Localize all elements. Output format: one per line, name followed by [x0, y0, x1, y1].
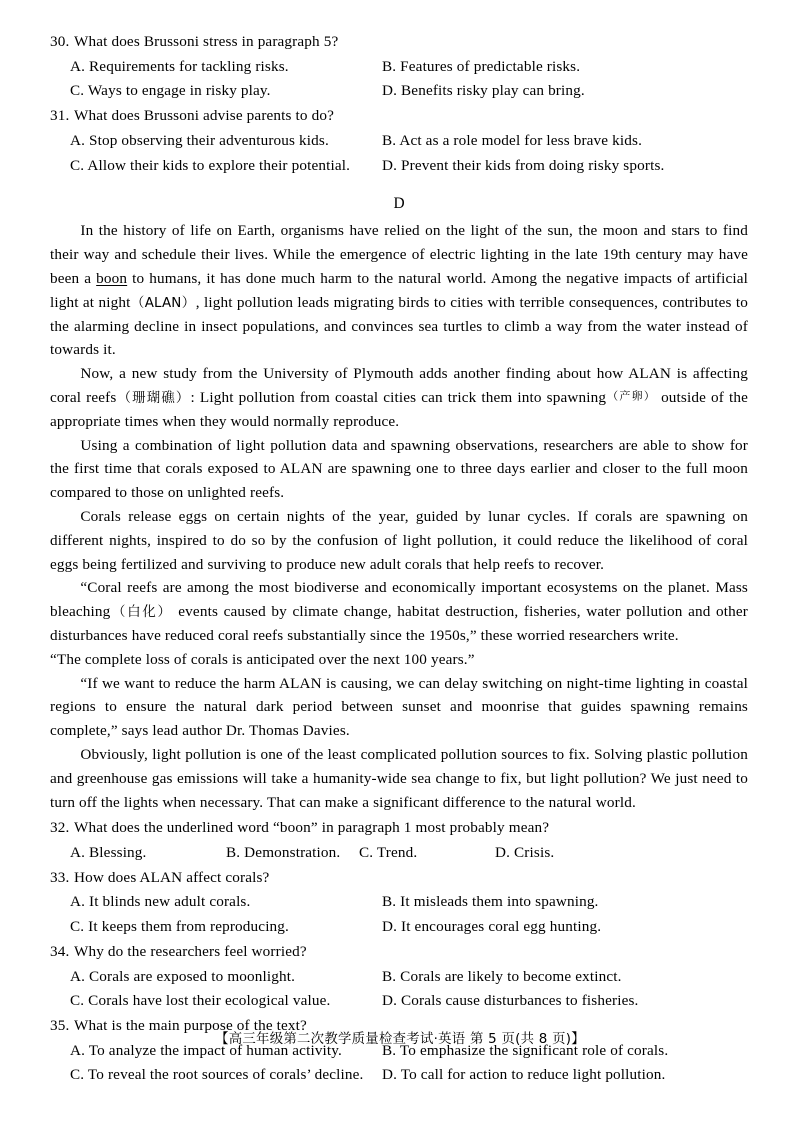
question-35-options-row-2 [50, 1063, 748, 1087]
question-stem-33 [50, 866, 748, 890]
passage-p2-gloss-coral-reef: （珊瑚礁） [116, 390, 191, 406]
option-30-c[interactable]: C. Ways to engage in risky play. [70, 82, 271, 100]
option-35-d[interactable]: D. To call for action to reduce light pollution. [382, 1066, 666, 1084]
section-letter: D [393, 195, 405, 213]
option-31-a[interactable]: A. Stop observing their adventurous kids. [70, 131, 329, 149]
question-34-options-row-1 [50, 965, 748, 989]
question-stem-34 [50, 940, 748, 964]
page-footer: 【高三年级第二次教学质量检查考试·英语 第 5 页(共 8 页)】 [215, 1032, 585, 1047]
option-30-d[interactable]: D. Benefits risky play can bring. [382, 82, 585, 100]
questions-top-block [50, 30, 748, 177]
passage-p4-text: Corals release eggs on certain nights of the year, guided by lunar cycles. If corals are spawning on different nights, inspired to do so by the confusion of light pollution, it could reduce the likelihood of coral eggs being fertilized and surviving to produce new adult corals that help reefs to recover. [50, 507, 748, 573]
question-30-options-row-2 [50, 79, 748, 103]
option-32-d[interactable]: D. Crisis. [495, 844, 555, 862]
question-number-34: 34. [50, 942, 70, 960]
passage-paragraph-1 [50, 219, 748, 362]
passage-p6-text: “The complete loss of corals is anticipated over the next 100 years.” [50, 650, 475, 668]
option-34-b[interactable]: B. Corals are likely to become extinct. [382, 967, 622, 985]
question-31-options-row-1 [50, 129, 748, 153]
question-34-options-row-2 [50, 989, 748, 1013]
option-31-d[interactable]: D. Prevent their kids from doing risky sports. [382, 156, 665, 174]
option-33-d[interactable]: D. It encourages coral egg hunting. [382, 918, 602, 936]
question-text-35: What is the main purpose of the text? [74, 1016, 307, 1034]
option-32-c[interactable]: C. Trend. [359, 844, 418, 862]
option-30-a[interactable]: A. Requirements for tackling risks. [70, 57, 289, 75]
question-text-34: Why do the researchers feel worried? [74, 942, 307, 960]
passage-p1-text-b: to humans, it has done much harm to the natural world. Among the negative impacts of artificial light at night [50, 269, 748, 311]
underlined-word-boon: boon [96, 269, 128, 287]
question-text-31: What does Brussoni advise parents to do? [74, 107, 334, 125]
option-33-a[interactable]: A. It blinds new adult corals. [70, 893, 251, 911]
reading-passage [50, 219, 748, 814]
question-number-33: 33. [50, 868, 70, 886]
passage-p7-text: “If we want to reduce the harm ALAN is causing, we can delay switching on night-time lighting in coastal regions to ensure the natural dark period between sunset and moonrise that guides spawning remains complete,” says lead author Dr. Thomas Davies. [50, 674, 748, 740]
question-number-30: 30. [50, 33, 70, 50]
option-33-c[interactable]: C. It keeps them from reproducing. [70, 918, 290, 936]
option-35-b[interactable]: B. To emphasize the significant role of corals. [382, 1041, 669, 1059]
passage-p1-alan: （ALAN） [130, 295, 196, 311]
question-stem-32 [50, 816, 748, 840]
passage-paragraph-2 [50, 362, 748, 434]
option-34-c[interactable]: C. Corals have lost their ecological value. [70, 992, 331, 1010]
passage-p5-text-a: “Coral reefs are among the most biodiverse and economically important ecosystems on the planet. Mass bleaching [50, 579, 748, 621]
option-31-b[interactable]: B. Act as a role model for less brave kids. [382, 131, 643, 149]
question-text-32: What does the underlined word “boon” in paragraph 1 most probably mean? [74, 819, 550, 837]
passage-p2-text-a: Now, a new study from the University of Plymouth adds another finding about how ALAN is affecting coral reefs [50, 365, 748, 406]
question-number-35: 35. [50, 1016, 70, 1034]
question-30-options-row-1 [50, 55, 748, 79]
question-number-32: 32. [50, 819, 70, 837]
option-34-d[interactable]: D. Corals cause disturbances to fisheries. [382, 992, 639, 1010]
passage-p3-text: Using a combination of light pollution data and spawning observations, researchers are able to show for the first time that corals exposed to ALAN are spawning one to three days earlier and closer to the full moon compared to those on unlighted reefs. [50, 436, 748, 502]
option-31-c[interactable]: C. Allow their kids to explore their potential. [70, 156, 351, 174]
option-35-a[interactable]: A. To analyze the impact of human activity. [70, 1041, 343, 1059]
question-32-options-row [50, 841, 748, 865]
passage-p8-text: Obviously, light pollution is one of the least complicated pollution sources to fix. Solving plastic pollution and greenhouse gas emissions will take a humanity-wide sea change to fix, but light pollution? We just need to turn off the lights when necessary. That can make a significant difference to the natural world. [50, 745, 748, 811]
option-32-b[interactable]: B. Demonstration. [226, 844, 341, 862]
passage-p2-gloss-spawning: （产卵） [606, 389, 657, 403]
question-text-33: How does ALAN affect corals? [74, 868, 270, 886]
question-31-options-row-2 [50, 154, 748, 178]
option-30-b[interactable]: B. Features of predictable risks. [382, 57, 581, 75]
passage-p1-text-c: , light pollution leads migrating birds to cities with terrible consequences, contributes to the alarming decline in insect populations, and convinces sea turtles to climb a way from the water instead of towards it. [50, 293, 748, 359]
question-number-31: 31. [50, 107, 70, 125]
option-33-b[interactable]: B. It misleads them into spawning. [382, 893, 599, 911]
passage-paragraph-5 [50, 576, 748, 648]
passage-paragraph-7 [50, 672, 748, 743]
passage-p2-text-b: : Light pollution from coastal cities can trick them into spawning [190, 388, 607, 406]
passage-p1-text-a: In the history of life on Earth, organisms have relied on the light of the sun, the moon and stars to find their way and schedule their lives. While the emergence of electric lighting in the late 19th century may have been a [50, 222, 748, 287]
passage-paragraph-3 [50, 434, 748, 505]
passage-p5-text-b: events caused by climate change, habitat destruction, fisheries, water pollution and other disturbances have reduced coral reefs substantially since the 1950s,” these worried researchers write. [50, 603, 749, 645]
passage-paragraph-4 [50, 505, 748, 576]
option-35-c[interactable]: C. To reveal the root sources of corals’ decline. [70, 1066, 364, 1084]
passage-paragraph-6 [50, 648, 748, 672]
option-32-a[interactable]: A. Blessing. [70, 844, 147, 862]
question-stem-31 [50, 104, 748, 128]
question-33-options-row-2 [50, 915, 748, 939]
question-stem-30 [50, 30, 748, 54]
passage-p2-text-c: outside of the appropriate times when they would normally reproduce. [50, 388, 749, 430]
passage-p5-gloss-bleaching: （白化） [110, 605, 173, 621]
question-text-30: What does Brussoni stress in paragraph 5? [74, 33, 339, 50]
passage-paragraph-8 [50, 743, 748, 814]
question-33-options-row-1 [50, 890, 748, 914]
option-34-a[interactable]: A. Corals are exposed to moonlight. [70, 967, 296, 985]
